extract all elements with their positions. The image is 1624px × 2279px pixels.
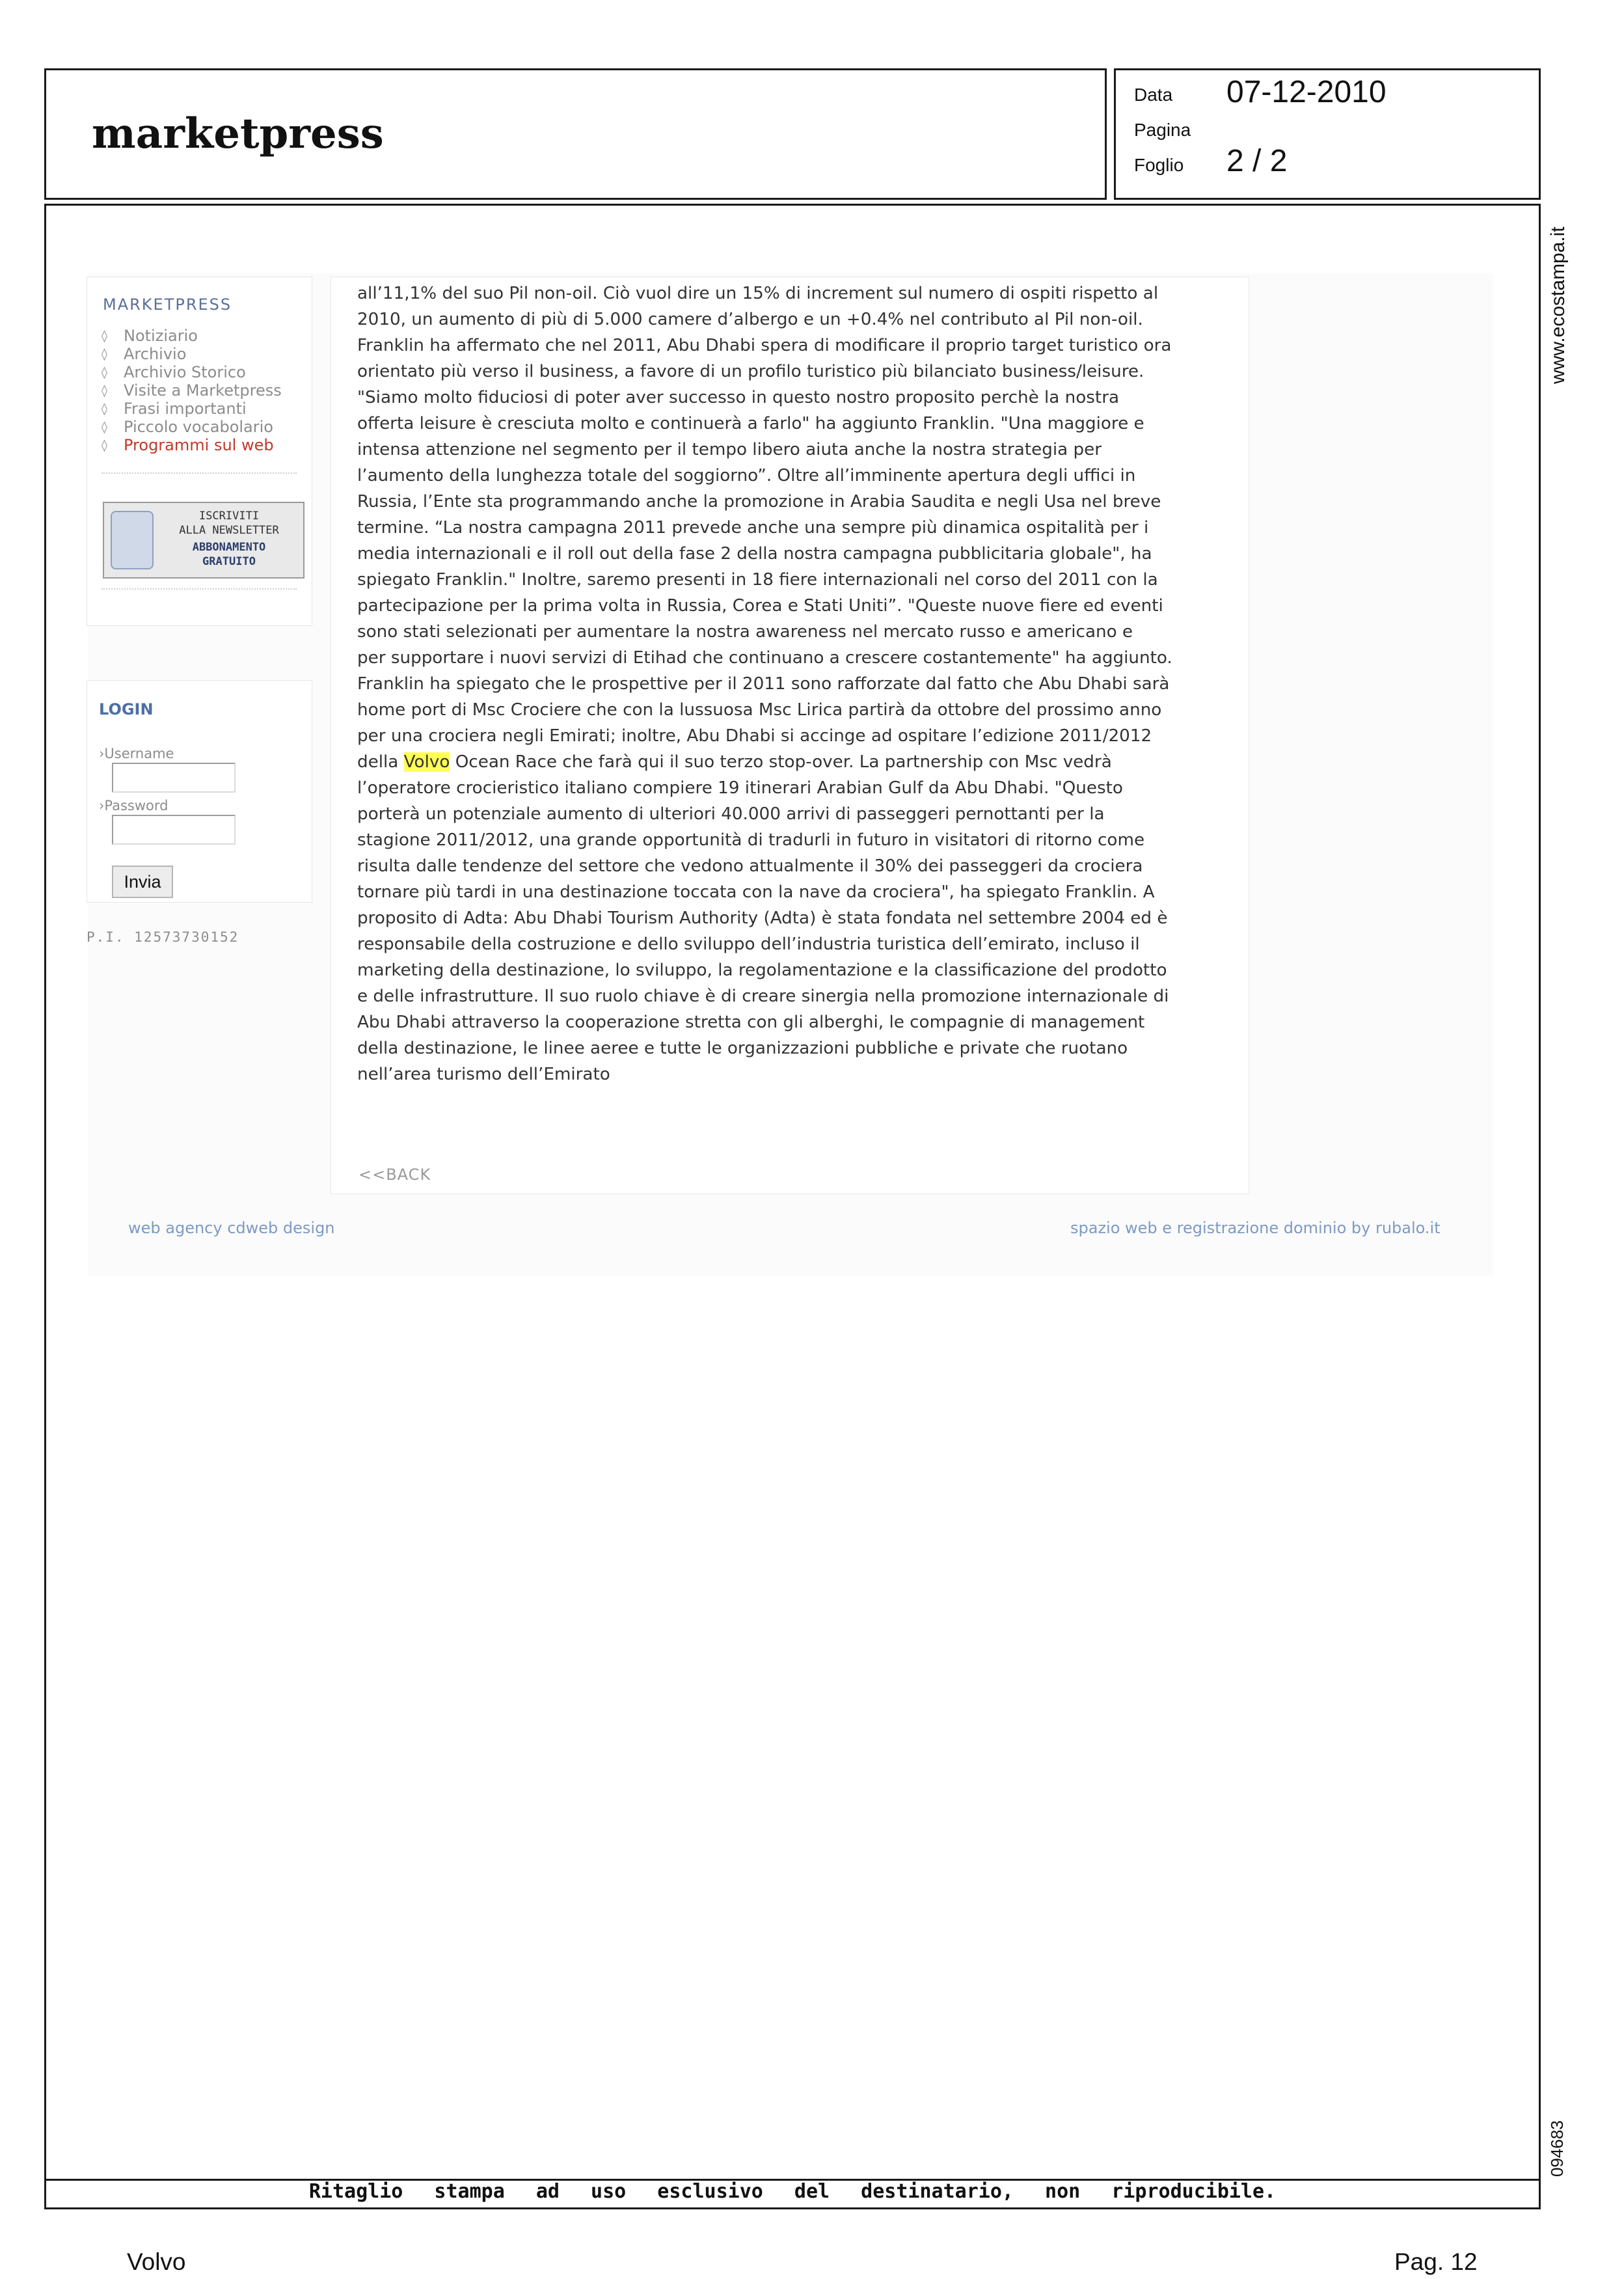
divider — [102, 472, 297, 474]
newsletter-button[interactable] — [103, 502, 304, 579]
sidebar-panel — [87, 277, 312, 626]
publication-title: marketpress — [92, 109, 384, 158]
divider — [102, 588, 297, 590]
bullet-icon: ◊ — [102, 348, 107, 361]
keyword-label: Volvo — [127, 2248, 186, 2275]
page-number: Pag. 12 — [1394, 2248, 1478, 2275]
article-line: l’aumento della lunghezza totale del soggiorno”. Oltre all’imminente apertura degli uffici in — [357, 466, 1136, 485]
newsletter-line1: ISCRIVITI — [198, 510, 260, 523]
article-line: Russia, l’Ente sta programmando anche la promozione in Arabia Saudita e negli Usa nel breve — [357, 492, 1161, 512]
metadata-box — [1114, 68, 1541, 200]
sidebar-item-archivio[interactable]: Archivio — [124, 345, 187, 363]
article-line: media internazionali e il roll out della fase 2 della nostra campagna pubblicitaria globale", ha — [357, 544, 1152, 564]
article-line: intensa attenzione nel segmento per il tempo libero aiuta anche la nostra strategia per — [357, 440, 1102, 459]
sidebar-heading: MARKETPRESS — [103, 295, 232, 314]
sidebar-item-archivio-storico[interactable]: Archivio Storico — [124, 363, 246, 381]
article-line: all’11,1% del suo Pil non-oil. Ciò vuol dire un 15% di increment sul numero di ospiti rispetto al — [357, 284, 1159, 303]
vat-number: P.I. 12573730152 — [87, 929, 239, 945]
login-title: LOGIN — [99, 700, 154, 718]
password-input[interactable] — [112, 815, 236, 845]
article-line: risulta dalle tendenze del settore che vedono attualmente il 30% dei passeggeri da crociera — [357, 856, 1143, 876]
article-line: stagione 2011/2012, una grande opportunità di tradurli in futuro in visitatori di ritorno come — [357, 830, 1145, 850]
article-line: termine. “La nostra campagna 2011 prevede anche una sempre più dinamica ospitalità per i — [357, 518, 1149, 538]
sidebar-item-frasi[interactable]: Frasi importanti — [124, 400, 247, 418]
article-line: l’operatore crocieristico italiano compiere 19 itinerari Arabian Gulf da Abu Dhabi. "Questo — [357, 778, 1123, 798]
article-line: spiegato Franklin." Inoltre, saremo presenti in 18 fiere internazionali nel corso del 2011 con la — [357, 570, 1158, 590]
article-panel — [331, 277, 1249, 1194]
bullet-icon: ◊ — [102, 329, 107, 343]
article-line: porterà un potenziale aumento di ulteriori 40.000 arrivi di passeggeri pernottanti per la — [357, 804, 1105, 824]
article-line: home port di Msc Crociere che con la lussuosa Msc Lirica partirà da ottobre del prossimo anno — [357, 700, 1162, 720]
bullet-icon: ◊ — [102, 402, 107, 416]
newsletter-icon — [111, 511, 154, 569]
article-line: per supportare i nuovi servizi di Etihad che continuano a crescere costantemente" ha aggiunto. — [357, 648, 1172, 668]
article-line: responsabile della costruzione e dello sviluppo dell’industria turistica dell’emirato, incluso il — [357, 935, 1140, 954]
volvo-line-after: Ocean Race che farà qui il suo terzo stop-over. La partnership con Msc vedrà — [450, 752, 1112, 772]
foglio-label: Foglio — [1134, 155, 1184, 175]
article-line: orientato più verso il business, a favore di un profilo turistico più bilanciato business/leisure. — [357, 362, 1144, 381]
article-line: offerta leisure è cresciuta molto e continuerà a farlo" ha aggiunto Franklin. "Una maggiore e — [357, 414, 1144, 433]
article-line: nell’area turismo dell’Emirato — [357, 1065, 610, 1084]
article-line: marketing della destinazione, lo sviluppo, la regolamentazione e la classificazione del prodotto — [357, 961, 1167, 980]
bullet-icon: ◊ — [102, 439, 107, 452]
pagina-label: Pagina — [1134, 120, 1191, 140]
password-label: ›Password — [99, 798, 169, 813]
side-url: www.ecostampa.it — [1547, 226, 1569, 384]
web-agency-credit[interactable]: web agency cdweb design — [128, 1219, 335, 1237]
newsletter-line3: ABBONAMENTO — [192, 541, 266, 554]
publication-header — [44, 68, 1107, 200]
login-submit-button[interactable]: Invia — [112, 866, 173, 898]
foglio-value: 2 / 2 — [1226, 144, 1288, 178]
bullet-icon: ◊ — [102, 420, 107, 434]
article-line: tornare più tardi in una destinazione toccata con la nave da crociera", ha spiegato Franklin. A — [357, 882, 1155, 902]
article-line: proposito di Adta: Abu Dhabi Tourism Authority (Adta) è stata fondata nel settembre 2004 ed è — [357, 908, 1168, 928]
username-input[interactable] — [112, 763, 236, 793]
back-link[interactable]: <<BACK — [359, 1166, 431, 1184]
newsletter-line4: GRATUITO — [202, 555, 256, 568]
bullet-icon: ◊ — [102, 384, 107, 398]
article-body — [357, 280, 1242, 1087]
bullet-icon: ◊ — [102, 366, 107, 379]
article-line: Abu Dhabi attraverso la cooperazione stretta con gli alberghi, le compagnie di management — [357, 1013, 1145, 1032]
sidebar-item-visite[interactable]: Visite a Marketpress — [124, 381, 282, 400]
article-line-volvo — [357, 749, 1242, 775]
side-code: 094683 — [1547, 2120, 1567, 2177]
sidebar-item-vocabolario[interactable]: Piccolo vocabolario — [124, 418, 273, 436]
article-line: "Siamo molto fiduciosi di poter aver successo in questo nostro proposito perchè la nostra — [357, 388, 1120, 407]
sidebar-item-notiziario[interactable]: Notiziario — [124, 327, 198, 345]
data-label: Data — [1134, 85, 1173, 105]
password-label-text: Password — [104, 798, 169, 813]
article-line: per una crociera negli Emirati; inoltre, Abu Dhabi si accinge ad ospitare l’edizione 2011/2012 — [357, 726, 1152, 746]
article-line: della destinazione, le linee aeree e tutte le organizzazioni pubbliche e private che ruotano — [357, 1039, 1128, 1058]
article-line: 2010, un aumento di più di 5.000 camere d’albergo e un +0.4% nel contributo al Pil non-oil. — [357, 310, 1143, 329]
volvo-line-before: della — [357, 752, 404, 772]
article-line: Franklin ha affermato che nel 2011, Abu Dhabi spera di modificare il proprio target turistico ora — [357, 336, 1172, 355]
highlighted-keyword: Volvo — [403, 752, 450, 772]
article-line: partecipazione per la prima volta in Russia, Corea e Stati Uniti”. "Queste nuove fiere ed eventi — [357, 596, 1163, 616]
login-panel — [87, 680, 312, 903]
newsletter-line2: ALLA NEWSLETTER — [179, 524, 279, 537]
article-line: sono stati selezionati per aumentare la nostra awareness nel mercato russo e americano e — [357, 622, 1133, 642]
data-value: 07-12-2010 — [1226, 75, 1387, 109]
article-line: e delle infrastrutture. Il suo ruolo chiave è di creare sinergia nella promozione internazionale di — [357, 987, 1169, 1006]
sidebar-item-programmi[interactable]: Programmi sul web — [124, 436, 274, 454]
username-label-text: Username — [104, 746, 174, 761]
clipping-note: Ritaglio stampa ad uso esclusivo del destinatario, non riproducibile. — [308, 2180, 1277, 2203]
article-line: Franklin ha spiegato che le prospettive per il 2011 sono rafforzate dal fatto che Abu Dhabi sarà — [357, 674, 1170, 694]
username-label: ›Username — [99, 746, 174, 761]
hosting-credit[interactable]: spazio web e registrazione dominio by rubalo.it — [1070, 1219, 1441, 1237]
